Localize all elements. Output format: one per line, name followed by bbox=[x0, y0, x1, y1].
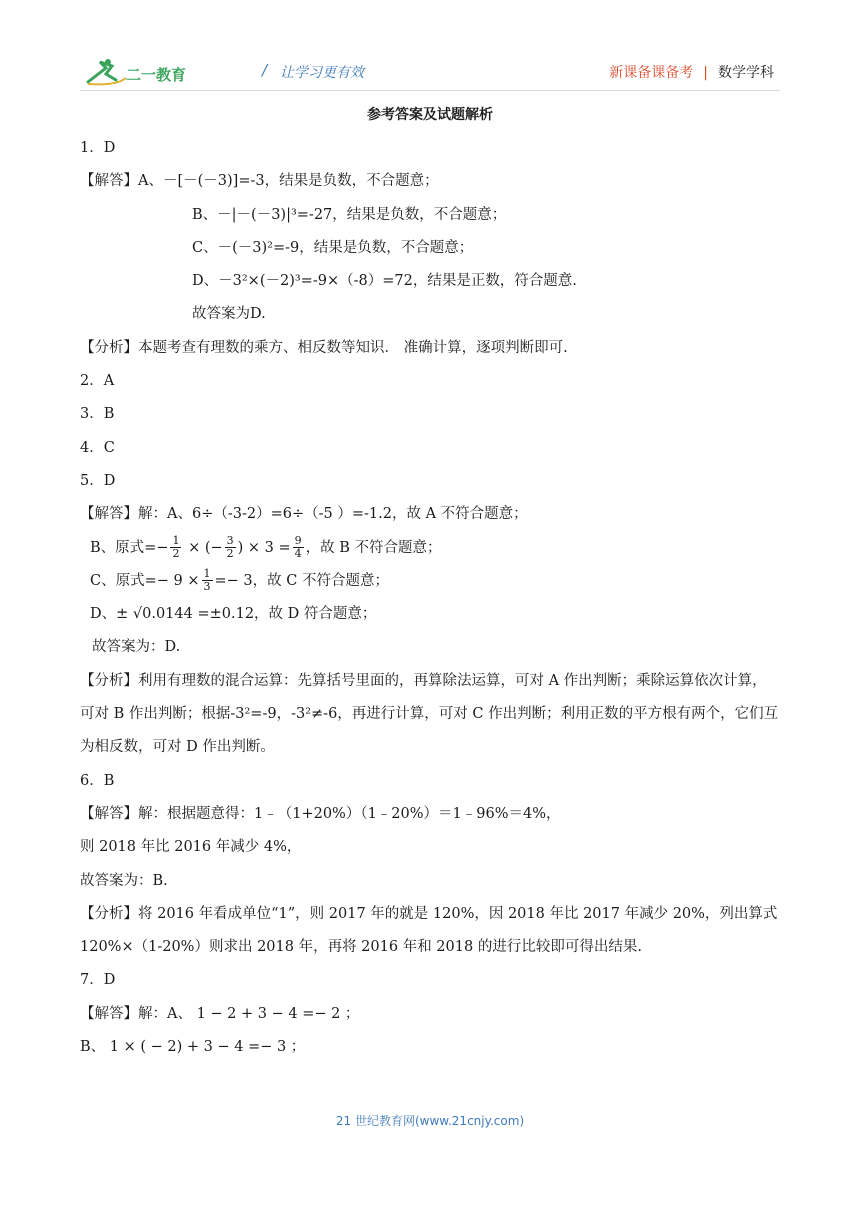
fraction-denominator: 3 bbox=[203, 580, 211, 594]
logo-icon bbox=[86, 58, 204, 88]
fraction-9-4 bbox=[293, 535, 304, 560]
fraction-numerator: 3 bbox=[226, 534, 234, 548]
solution-1-a: 【解答】A、－[－(－3)]=-3，结果是负数，不合题意； bbox=[80, 173, 439, 190]
header-separator: | bbox=[703, 65, 708, 81]
header-course: 新课备课备考 bbox=[609, 65, 694, 81]
fraction-denominator: 4 bbox=[294, 547, 302, 561]
fraction-denominator: 2 bbox=[172, 547, 180, 561]
header-subject: 数学学科 bbox=[718, 65, 774, 81]
page-header bbox=[80, 56, 780, 90]
solution-1-c: C、－(－3)²=-9，结果是负数，不合题意； bbox=[192, 239, 474, 256]
solution-5-c-label: C、原式= bbox=[90, 572, 157, 589]
math-b-part-d: ， bbox=[305, 539, 321, 556]
analysis-6: 【分析】将 2016 年看成单位“1”，则 2017 年的就是 120%，因 2018 年比 2017 年减少 20%，列出算式 120%×（1-20%）则求出 2018 年，再将 2016 年和 2018 的进行比较即可得出结果. bbox=[80, 905, 778, 956]
header-divider: / bbox=[262, 61, 268, 79]
fraction-1-2 bbox=[170, 535, 181, 560]
math-b-part-c: ) × 3 = bbox=[237, 539, 291, 556]
conclusion-5: 故答案为：D. bbox=[92, 639, 181, 656]
header-slogan: 让学习更有效 bbox=[280, 65, 364, 81]
fraction-numerator: 9 bbox=[294, 534, 302, 548]
solution-5-b-label: B、原式= bbox=[90, 539, 157, 556]
solution-7-a: 【解答】解：A、 1 − 2 + 3 − 4 =− 2 ； bbox=[80, 1005, 360, 1022]
math-c-part-b: =− 3 bbox=[214, 572, 253, 589]
fraction-3-2 bbox=[225, 535, 236, 560]
svg-text:二一教育: 二一教育 bbox=[126, 66, 187, 84]
solution-1-b: B、－|－(－3)|³=-27，结果是负数，不合题意； bbox=[192, 206, 507, 223]
header-rule bbox=[80, 90, 780, 91]
math-b-part-b: × (− bbox=[183, 539, 223, 556]
conclusion-1: 故答案为D. bbox=[192, 306, 266, 323]
solution-5-b bbox=[80, 532, 780, 565]
fraction-numerator: 1 bbox=[203, 567, 211, 581]
solution-5-c bbox=[80, 565, 780, 598]
answer-5: 5．D bbox=[80, 472, 116, 489]
solution-6-b: 则 2018 年比 2016 年减少 4%， bbox=[80, 839, 302, 856]
page-title: 参考答案及试题解析 bbox=[367, 107, 493, 123]
document-body bbox=[80, 98, 780, 1064]
solution-5-a: 【解答】解：A、6÷（-3-2）=6÷（-5 ）=-1.2，故 A 不符合题意； bbox=[80, 506, 528, 523]
solution-1-d: D、－3²×(－2)³=-9×（-8）=72，结果是正数，符合题意. bbox=[192, 273, 577, 290]
answer-6: 6．B bbox=[80, 772, 115, 789]
fraction-numerator: 1 bbox=[172, 534, 180, 548]
answer-2: 2．A bbox=[80, 373, 115, 390]
fraction-1-3 bbox=[202, 568, 213, 593]
answer-4: 4．C bbox=[80, 439, 115, 456]
math-c-part-a: − 9 × bbox=[156, 572, 200, 589]
header-right bbox=[609, 62, 774, 82]
answer-1: 1．D bbox=[80, 140, 116, 156]
page-footer[interactable]: 21 世纪教育网(www.21cnjy.com) bbox=[335, 1114, 525, 1128]
analysis-5: 【分析】利用有理数的混合运算：先算括号里面的，再算除法运算，可对 A 作出判断；乘除运算依次计算，可对 B 作出判断；根据-3²=-9，-3²≠-6，再进行计算，可对 C 作出判断；利用正数的平方根有两个，它们互为相反数，可对 D 作出判断。 bbox=[80, 672, 779, 756]
solution-6-a: 【解答】解：根据题意得：1﹣（1+20%）（1﹣20%）＝1﹣96%＝4%， bbox=[80, 805, 561, 822]
math-b-part-a: − bbox=[156, 539, 169, 556]
fraction-denominator: 2 bbox=[226, 547, 234, 561]
conclusion-6: 故答案为：B. bbox=[80, 872, 168, 889]
answer-7: 7．D bbox=[80, 972, 116, 989]
analysis-1: 【分析】本题考查有理数的乘方、相反数等知识． 准确计算，逐项判断即可. bbox=[80, 339, 568, 356]
solution-5-d: D、± √0.0144 =±0.12，故 D 符合题意； bbox=[90, 606, 377, 623]
solution-7-b: B、 1 × ( − 2) + 3 − 4 =− 3 ； bbox=[80, 1039, 306, 1056]
answer-3: 3．B bbox=[80, 406, 115, 423]
solution-5-b-tail: 故 B 不符合题意； bbox=[320, 539, 442, 556]
solution-5-c-tail: ，故 C 不符合题意； bbox=[252, 572, 389, 589]
